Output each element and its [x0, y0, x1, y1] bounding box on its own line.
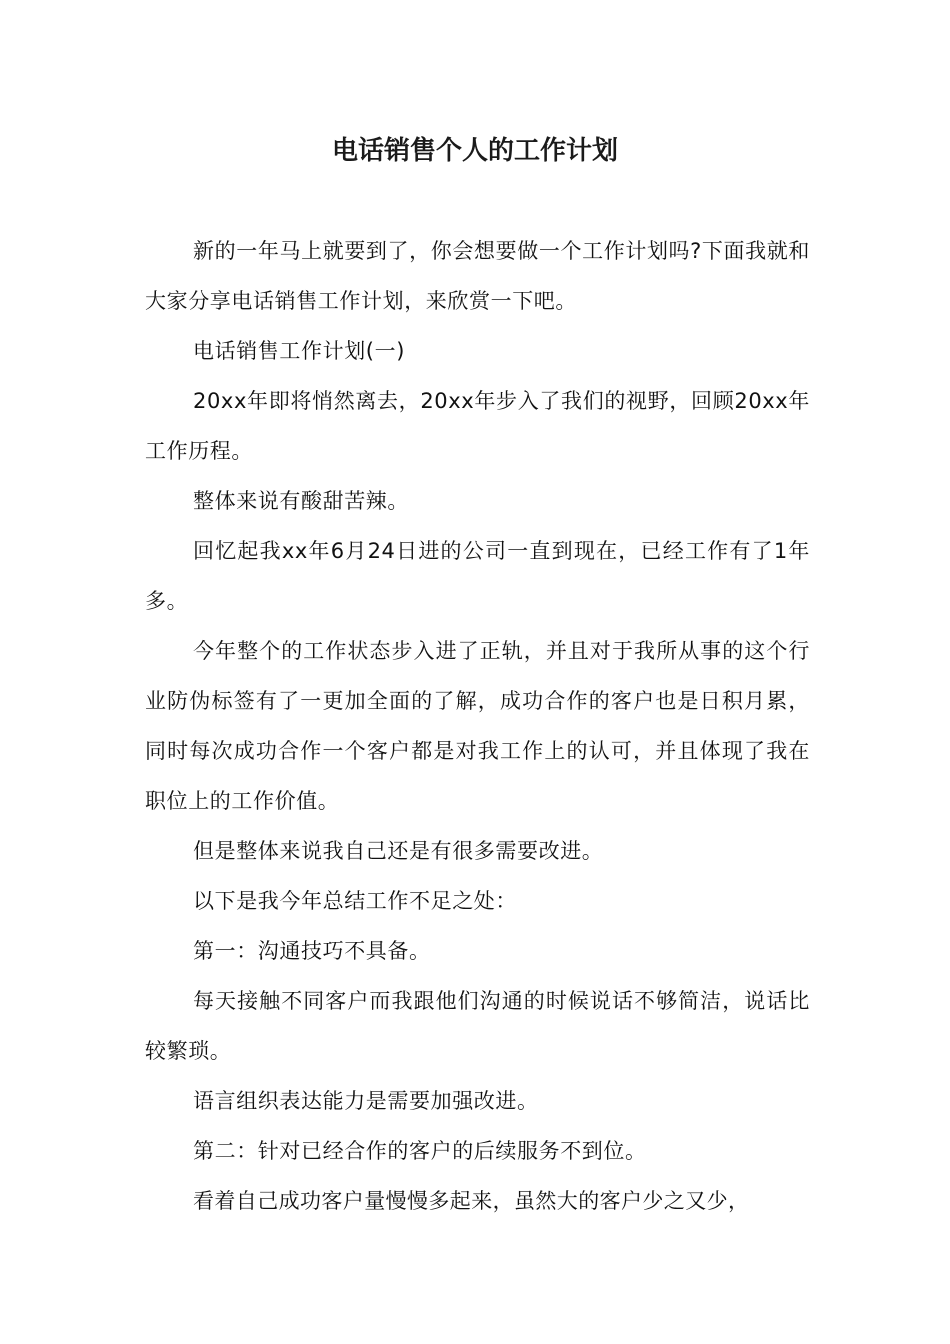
paragraph: 每天接触不同客户而我跟他们沟通的时候说话不够简洁，说话比较繁琐。	[145, 989, 810, 1063]
document-title: 电话销售个人的工作计划	[331, 136, 618, 166]
paragraph-point-two: 第二：针对已经合作的客户的后续服务不到位。	[193, 1139, 647, 1163]
paragraph: 以下是我今年总结工作不足之处：	[193, 889, 517, 913]
paragraph: 整体来说有酸甜苦辣。	[193, 489, 409, 513]
paragraph: 今年整个的工作状态步入进了正轨，并且对于我所从事的这个行业防伪标签有了一更加全面的了解，成功合作的客户也是日积月累，同时每次成功合作一个客户都是对我工作上的认可，并且体现了我在职位上的工作价值。	[145, 639, 810, 813]
paragraph: 回忆起我xx年6月24日进的公司一直到现在，已经工作有了1年多。	[145, 539, 810, 613]
paragraph: 20xx年即将悄然离去，20xx年步入了我们的视野，回顾20xx年工作历程。	[145, 389, 810, 463]
paragraph: 语言组织表达能力是需要加强改进。	[193, 1089, 539, 1113]
paragraph-point-one: 第一：沟通技巧不具备。	[193, 939, 431, 963]
paragraph: 看着自己成功客户量慢慢多起来，虽然大的客户少之又少，	[193, 1189, 750, 1213]
document-body	[145, 226, 810, 1226]
paragraph-section-heading: 电话销售工作计划(一)	[193, 339, 405, 363]
paragraph: 但是整体来说我自己还是有很多需要改进。	[193, 839, 604, 863]
paragraph-intro: 新的一年马上就要到了，你会想要做一个工作计划吗?下面我就和大家分享电话销售工作计划，来欣赏一下吧。	[145, 239, 810, 313]
